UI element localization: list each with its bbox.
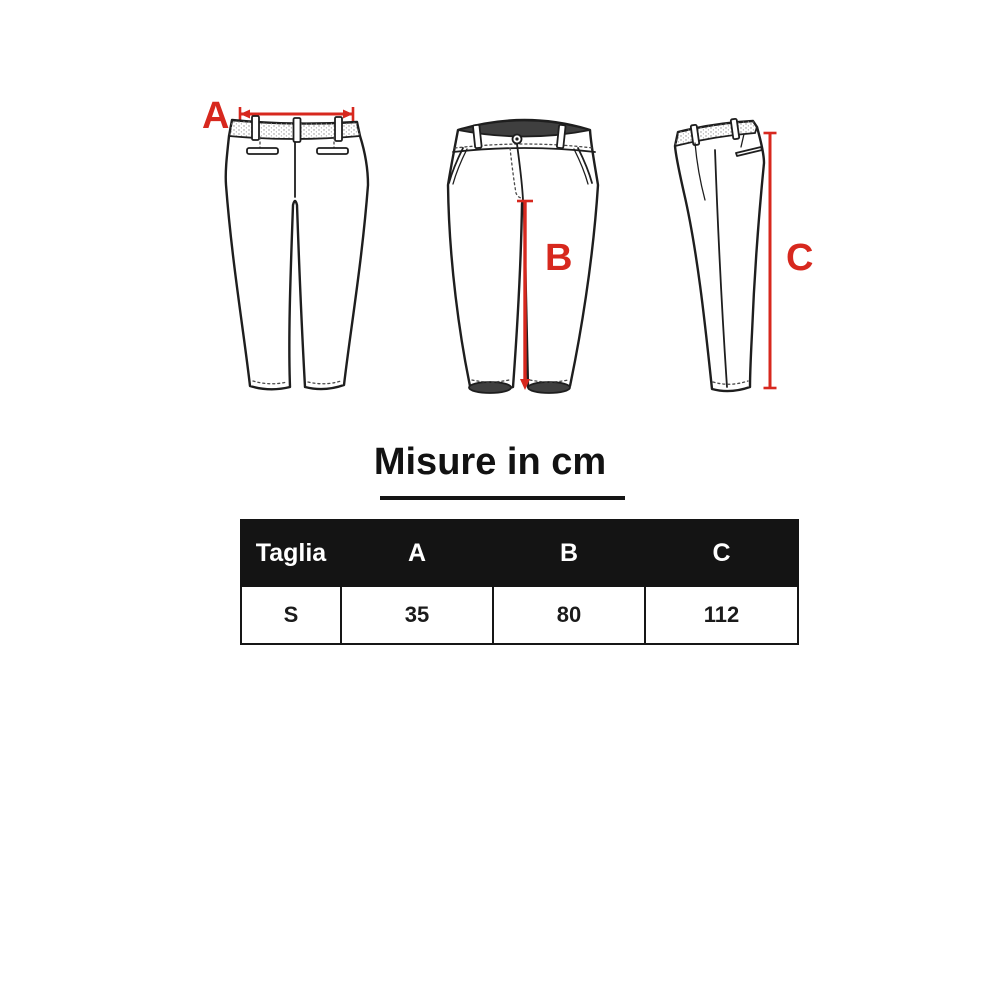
- pants-back-view-icon: [198, 93, 378, 408]
- header-cell-c: C: [645, 520, 798, 586]
- measure-label-c: C: [786, 237, 814, 279]
- figure-pants-side: [660, 103, 785, 405]
- title-underline: [380, 496, 625, 500]
- figure-pants-back: [198, 93, 378, 408]
- size-table-row-s: [241, 586, 798, 644]
- size-table-header-row: [241, 520, 798, 586]
- size-table: [240, 519, 799, 645]
- pants-front-view-icon: [443, 98, 607, 410]
- pants-side-view-icon: [660, 103, 785, 405]
- value-cell-a: 35: [341, 586, 493, 644]
- measure-c-line: [764, 133, 777, 388]
- value-cell-c: 112: [645, 586, 798, 644]
- header-cell-taglia: Taglia: [241, 520, 341, 586]
- header-cell-b: B: [493, 520, 645, 586]
- value-cell-taglia: S: [241, 586, 341, 644]
- measure-label-a: A: [202, 95, 230, 137]
- measure-label-b: B: [545, 237, 573, 279]
- figure-pants-front: [443, 98, 607, 410]
- page-title: Misure in cm: [373, 441, 607, 483]
- value-cell-b: 80: [493, 586, 645, 644]
- header-cell-a: A: [341, 520, 493, 586]
